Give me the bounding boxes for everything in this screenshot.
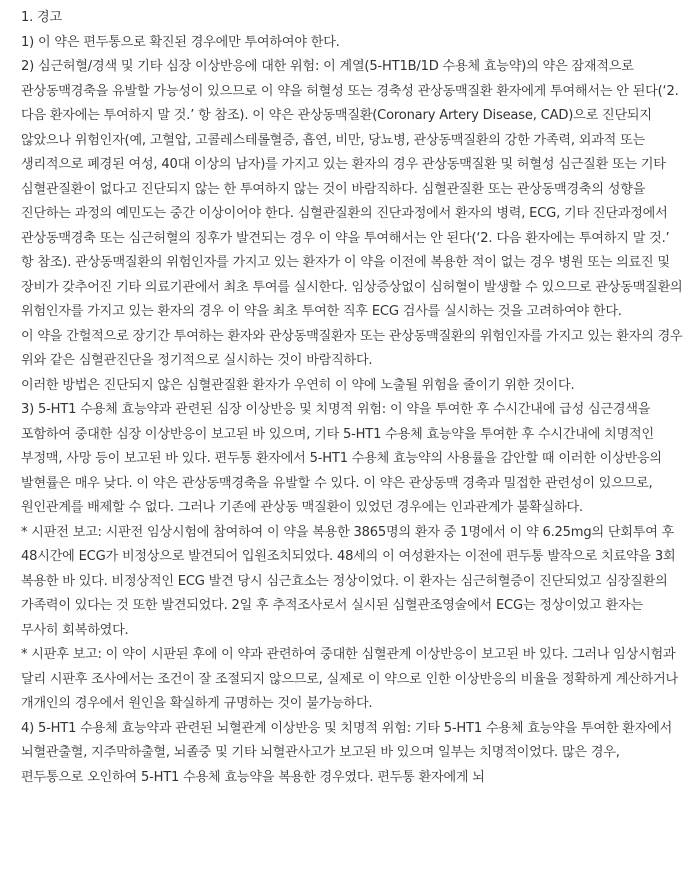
- paragraph-periodic-evaluation: 이 약을 간헐적으로 장기간 투여하는 환자와 관상동맥질환자 또는 관상동맥질환의 위험인자를 가지고 있는 환자의 경우 위와 같은 심혈관진단을 정기적으로 실시하는 것이 바람직하다.: [21, 328, 683, 368]
- paragraph-cardiac-events: 3) 5-HT1 수용체 효능약과 관련된 심장 이상반응 및 치명적 위험: 이 약을 투여한 후 수시간내에 급성 심근경색을 포함하여 중대한 심장 이상반응이 보고된 바 있으며, 기타 5-HT1 수용체 효능약을 투여한 후 수시간내에 치명적인 부정맥, 사망 등이 보고된 바 있다. 편두통 환자에서 5-HT1 수용체 효능약의 사용률을 감안할 때 이러한 이상반응의 발현률은 매우 낮다. 이 약은 관상동맥경축을 유발할 수 있다. 이 약은 관상동맥 경축과 밀접한 관련성이 있으므로, 원인관계를 배제할 수 없다. 그러나 기존에 관상동 맥질환이 있었던 경우에는 인과관계가 불확실하다.: [21, 402, 662, 515]
- paragraph-premarketing-report: * 시판전 보고: 시판전 임상시험에 참여하여 이 약을 복용한 3865명의 환자 중 1명에서 이 약 6.25mg의 단회투여 후 48시간에 ECG가 비정상으로 발견되어 입원조치되었다. 48세의 이 여성환자는 이전에 편두통 발작으로 치료약을 3회 복용한 바 있다. 비정상적인 ECG 발견 당시 심근효소는 정상이었다. 이 환자는 심근허혈증이 진단되었고 심장질환의 가족력이 있다는 것 또한 발견되었다. 2일 후 추적조사로서 실시된 심혈관조영술에서 ECG는 정상이었고 환자는 무사히 회복하였다.: [21, 524, 676, 638]
- paragraph-myocardial-ischemia: 2) 심근허혈/경색 및 기타 심장 이상반응에 대한 위험: 이 계열(5-HT1B/1D 수용체 효능약)의 약은 잠재적으로 관상동맥경축을 유발할 가능성이 있으므로 이 약을 허혈성 또는 경축성 관상동맥질환 환자에게 투여해서는 안 된다(‘2. 다음 환자에는 투여하지 말 것.’ 항 참조). 이 약은 관상동맥질환(Coronary Artery Disease, CAD)으로 진단되지 않았으나 위험인자(예, 고혈압, 고콜레스테롤혈증, 흡연, 비만, 당뇨병, 관상동맥질환의 강한 가족력, 외과적 또는 생리적으로 폐경된 여성, 40대 이상의 남자)를 가지고 있는 환자의 경우 관상동맥질환 및 허혈성 심근질환 또는 기타 심혈관질환이 없다고 진단되지 않는 한 투여하지 않는 것이 바람직하다. 심혈관질환 또는 관상동맥경축의 성향을 진단하는 과정의 예민도는 중간 이상이어야 한다. 심혈관질환의 진단과정에서 환자의 병력, ECG, 기타 진단과정에서 관상동맥경축 또는 심근허혈의 징후가 발견되는 경우 이 약을 투여해서는 안 된다(‘2. 다음 환자에는 투여하지 말 것.’ 항 참조). 관상동맥질환의 위험인자를 가지고 있는 환자가 이 약을 이전에 복용한 적이 없는 경우 병원 또는 의료진 및 장비가 갖추어진 기타 의료기관에서 최초 투여를 실시한다. 임상증상없이 심허혈이 발생할 수 있으므로 관상동맥질환의 위험인자를 가지고 있는 환자의 경우 이 약을 최초 투여한 직후 ECG 검사를 실시하는 것을 고려하여야 한다.: [21, 59, 683, 319]
- paragraph-purpose: 이러한 방법은 진단되지 않은 심혈관질환 환자가 우연히 이 약에 노출될 위험을 줄이기 위한 것이다.: [21, 377, 575, 393]
- section-heading: 1. 경고: [21, 10, 62, 25]
- paragraph-indication: 1) 이 약은 편두통으로 확진된 경우에만 투여하여야 한다.: [21, 34, 340, 50]
- paragraph-postmarketing-report: * 시판후 보고: 이 약이 시판된 후에 이 약과 관련하여 중대한 심혈관계 이상반응이 보고된 바 있다. 그러나 임상시험과 달리 시판후 조사에서는 조건이 잘 조절되지 않으므로, 실제로 이 약으로 인한 이상반응의 비율을 정확하게 계산하거나 개개인의 경우에서 원인을 확실하게 규명하는 것이 불가능하다.: [21, 647, 678, 711]
- paragraph-cerebrovascular-events: 4) 5-HT1 수용체 효능약과 관련된 뇌혈관계 이상반응 및 치명적 위험: 기타 5-HT1 수용체 효능약을 투여한 환자에서 뇌혈관출혈, 지주막하출혈, 뇌졸중 및 기타 뇌혈관사고가 보고된 바 있으며 일부는 치명적이었다. 많은 경우, 편두통으로 오인하여 5-HT1 수용체 효능약을 복용한 경우였다. 편두통 환자에게 뇌: [21, 720, 673, 785]
